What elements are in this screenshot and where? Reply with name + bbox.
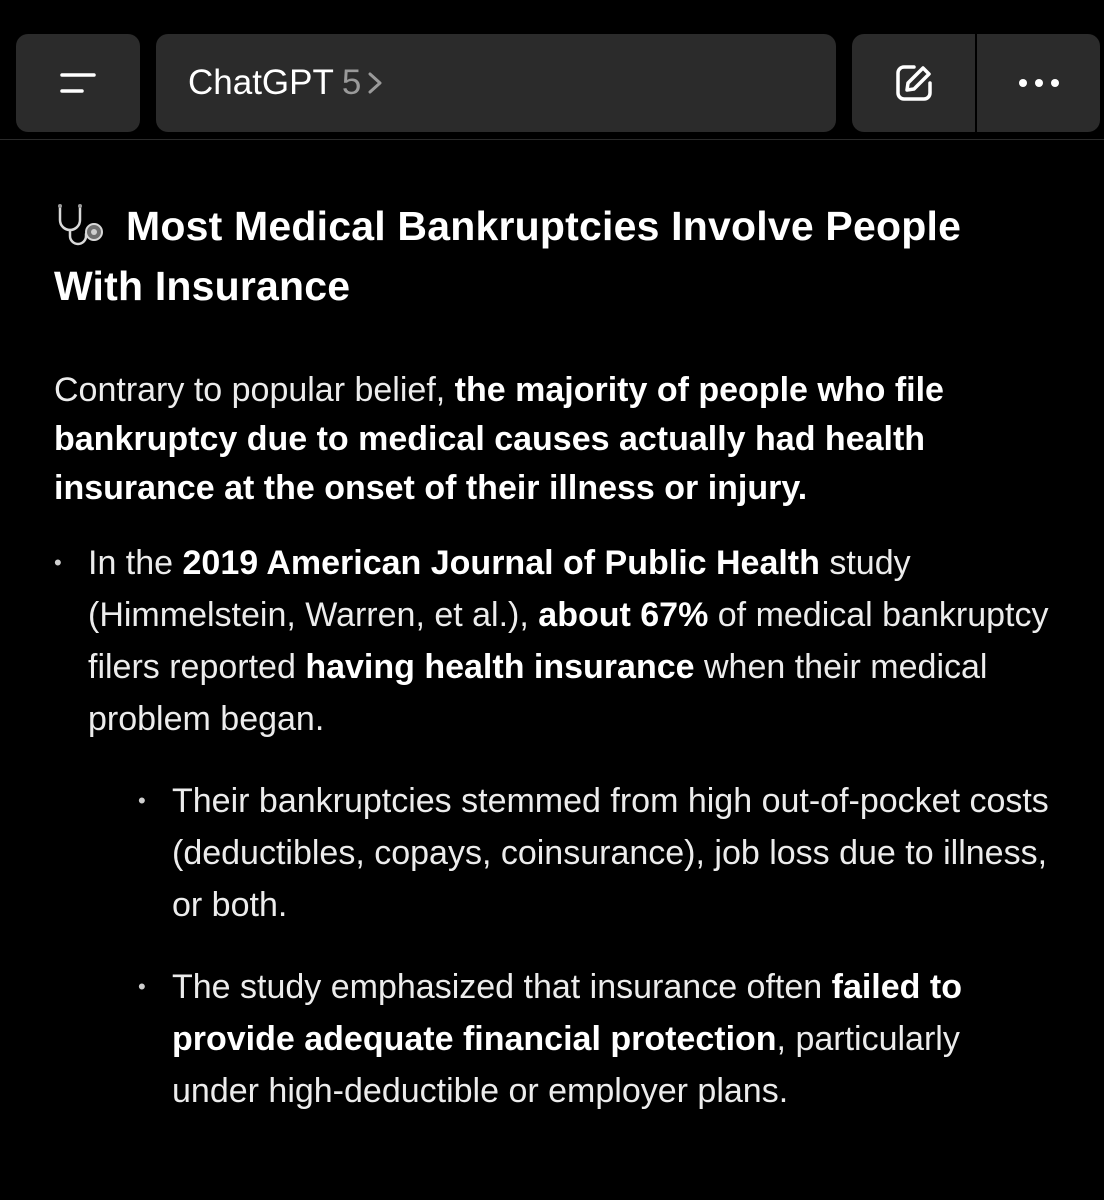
heading-text: Most Medical Bankruptcies Involve People With Insurance	[54, 203, 962, 309]
intro-paragraph: Contrary to popular belief, the majority of people who file bankruptcy due to medical causes actually had health insurance at the onset of their illness or injury.	[54, 371, 944, 507]
edit-icon	[892, 61, 936, 105]
assistant-message	[54, 196, 1054, 1147]
sub-bullet-list	[138, 775, 1054, 1117]
more-icon	[1017, 77, 1061, 89]
list-item: • Their bankruptcies stemmed from high out-of-pocket costs (deductibles, copays, coinsurance), job loss due to illness, or both.	[138, 775, 1054, 931]
stethoscope-icon	[54, 202, 112, 244]
new-chat-button[interactable]	[852, 34, 975, 132]
model-selector-button[interactable]	[156, 34, 836, 132]
menu-icon	[58, 70, 98, 96]
menu-button[interactable]	[16, 34, 140, 132]
model-version: 5	[341, 63, 362, 102]
message-heading	[54, 196, 1054, 316]
top-bar	[0, 0, 1104, 140]
more-options-button[interactable]	[977, 34, 1100, 132]
list-item: • The study emphasized that insurance often failed to provide adequate financial protection, particularly under high-deductible or employer plans.	[138, 961, 1054, 1117]
app-title: ChatGPT	[188, 63, 334, 102]
chevron-right-icon	[367, 70, 383, 96]
bullet-list	[54, 537, 1054, 1117]
list-item: • In the 2019 American Journal of Public Health study (Himmelstein, Warren, et al.), about 67% of medical bankruptcy filers reported having health insurance when their medical problem began. • Their bankruptcies stemmed from high out-of-pocket costs (deductibles, copays, coinsurance), job loss due to illness, or both. • The study emphasized that insurance often failed to provide adequate financial protection, particularly under high-deductible or employer plans.	[54, 537, 1054, 1117]
